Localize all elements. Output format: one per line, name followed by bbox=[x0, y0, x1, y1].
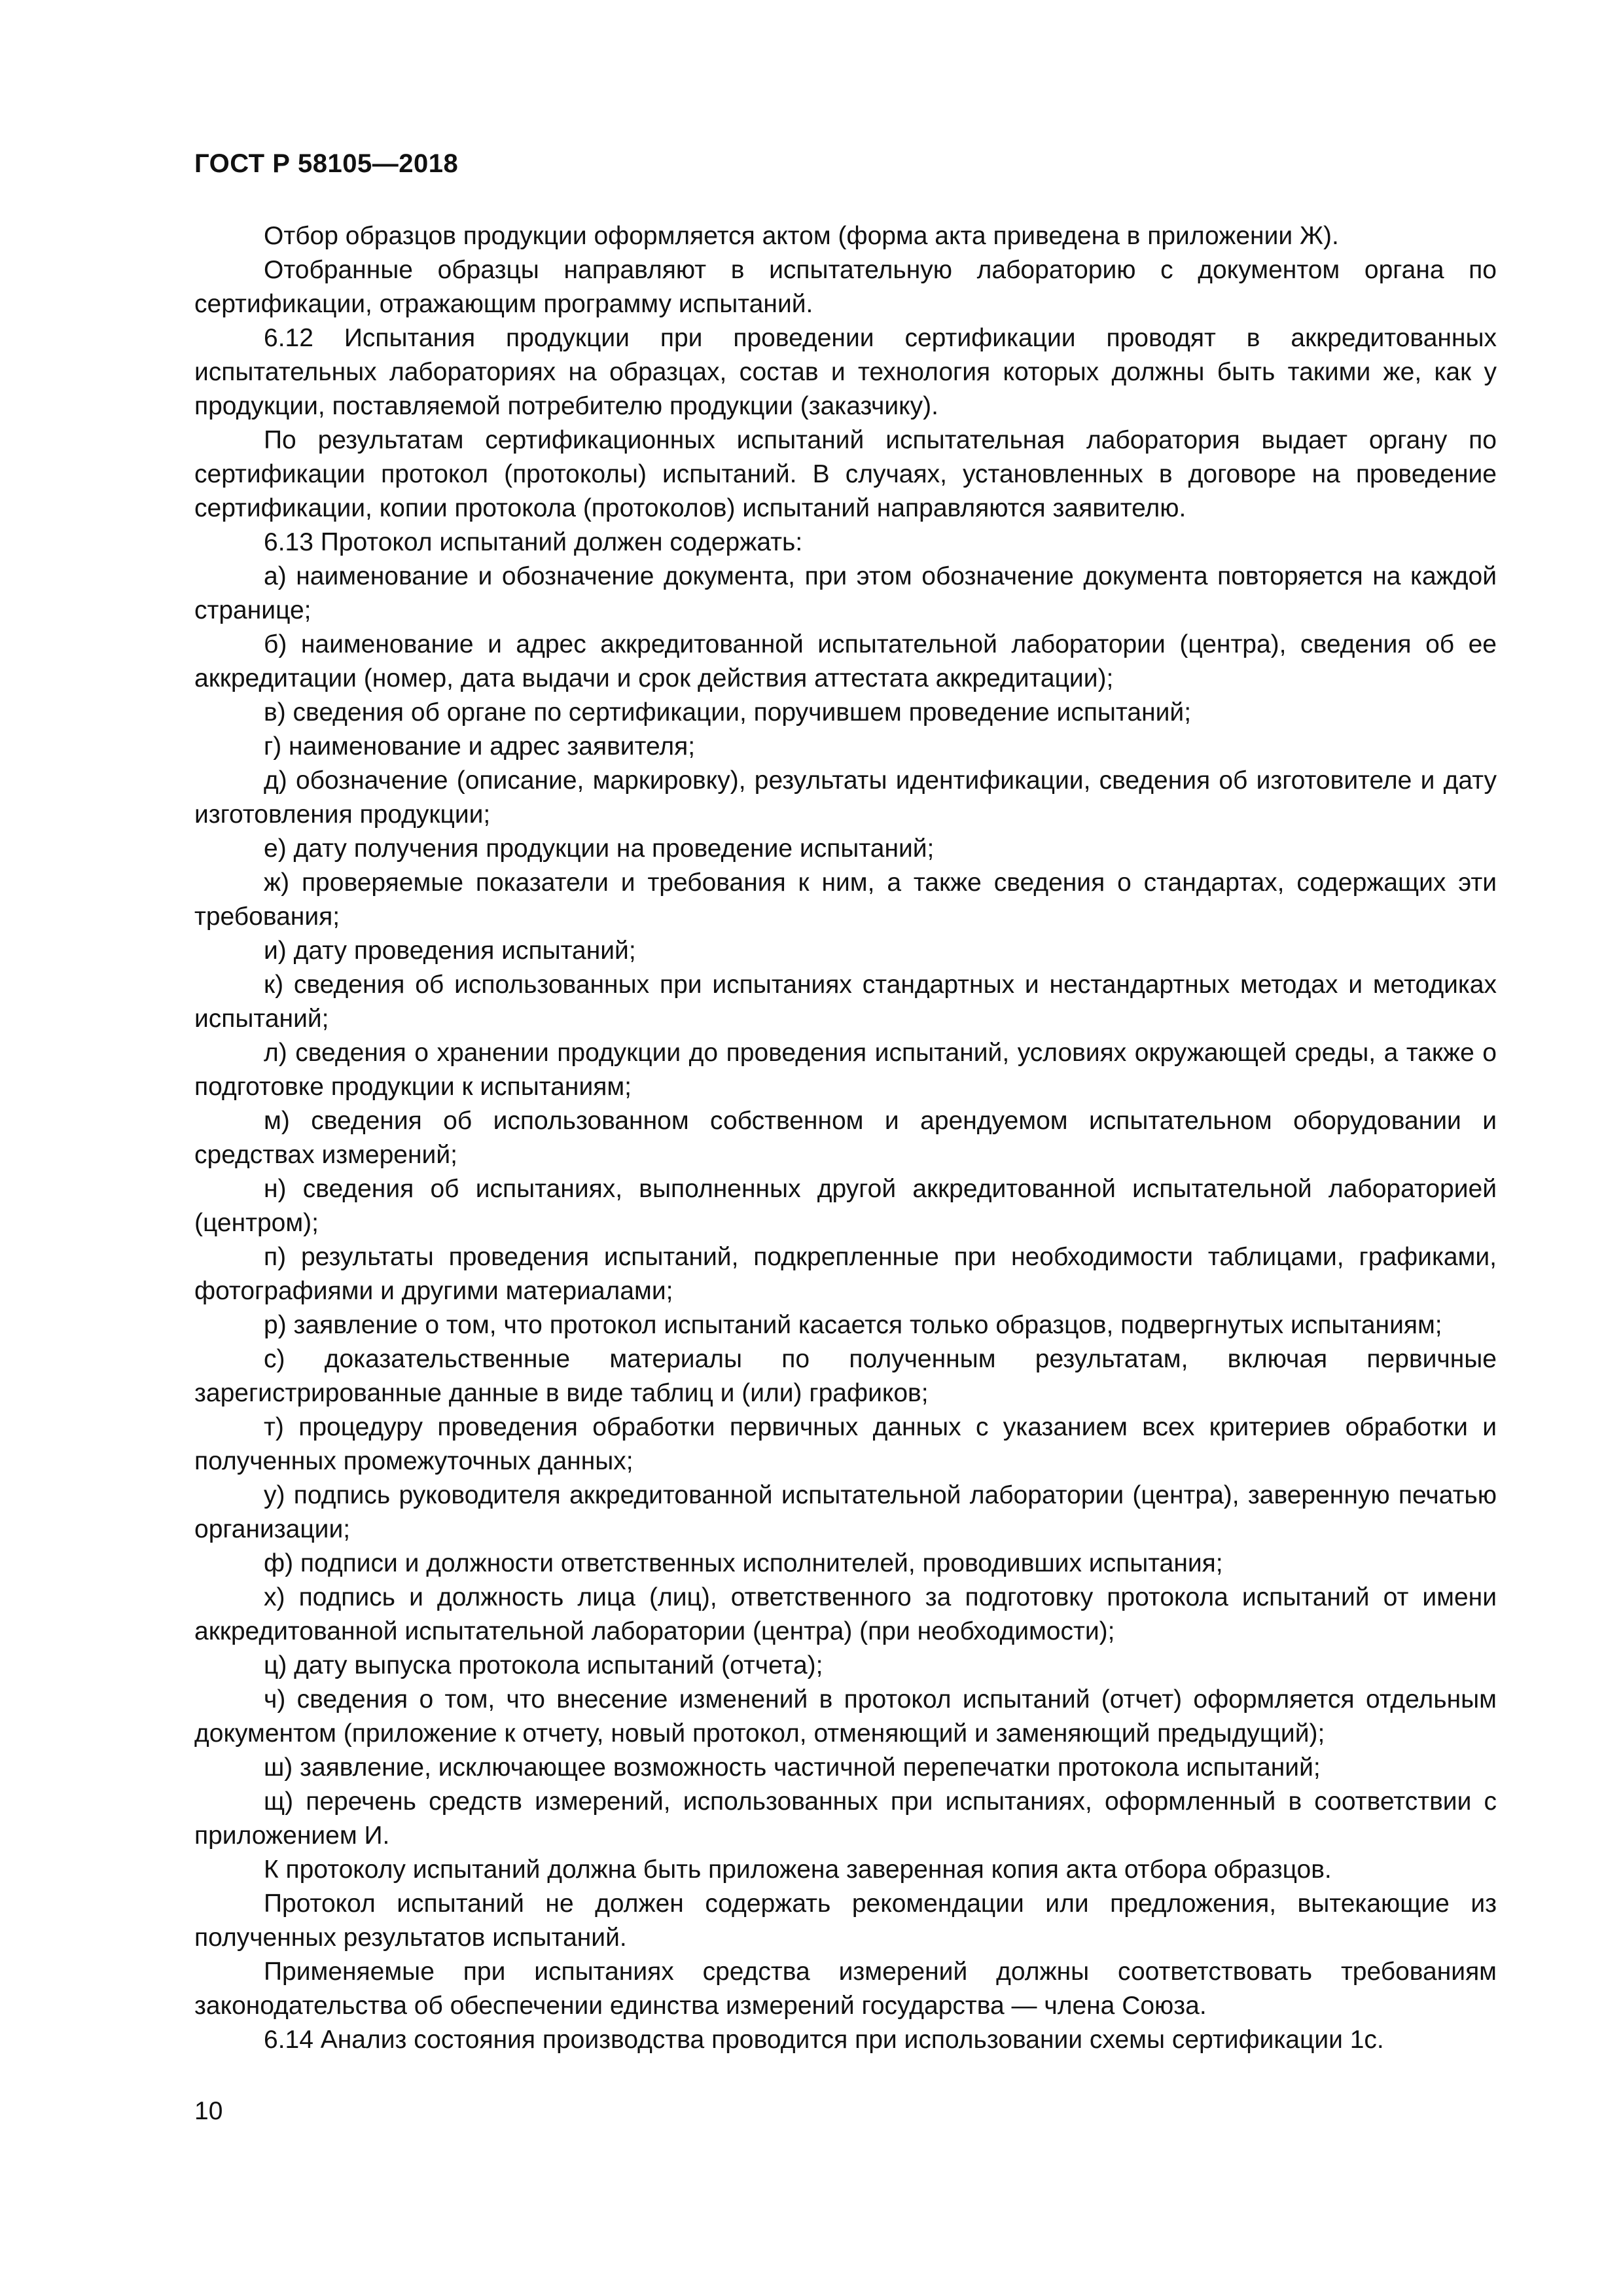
list-item-r: р) заявление о том, что протокол испытаний касается только образцов, подвергнутых испытаниям; bbox=[264, 1311, 1442, 1339]
list-item-zh: ж) проверяемые показатели и требования к ним, а также сведения о стандартах, содержащих эти требования; bbox=[194, 869, 1497, 931]
list-item-i: и) дату проведения испытаний; bbox=[264, 937, 636, 965]
paragraph-no-recommendations: Протокол испытаний не должен содержать рекомендации или предложения, вытекающие из полученных результатов испытаний. bbox=[194, 1890, 1497, 1952]
document-header: ГОСТ Р 58105—2018 bbox=[194, 149, 459, 178]
list-item-u: у) подпись руководителя аккредитованной испытательной лаборатории (центра), заверенную печатью организации; bbox=[194, 1481, 1497, 1543]
paragraph-6-13: 6.13 Протокол испытаний должен содержать: bbox=[264, 528, 803, 556]
list-item-e: е) дату получения продукции на проведение испытаний; bbox=[264, 834, 935, 863]
list-item-n: н) сведения об испытаниях, выполненных другой аккредитованной испытательной лабораторией (центром); bbox=[194, 1175, 1497, 1237]
list-item-ch: ч) сведения о том, что внесение изменений в протокол испытаний (отчет) оформляется отдельным документом (приложение к отчету, новый протокол, отменяющий и заменяющий предыдущий); bbox=[194, 1685, 1497, 1748]
list-item-b: б) наименование и адрес аккредитованной испытательной лаборатории (центра), сведения об ее аккредитации (номер, дата выдачи и срок действия аттестата аккредитации); bbox=[194, 630, 1497, 692]
list-item-a: а) наименование и обозначение документа, при этом обозначение документа повторяется на каждой странице; bbox=[194, 562, 1497, 624]
list-item-v: в) сведения об органе по сертификации, поручившем проведение испытаний; bbox=[264, 698, 1192, 726]
paragraph-6-14: 6.14 Анализ состояния производства проводится при использовании схемы сертификации 1с. bbox=[264, 2026, 1384, 2054]
paragraph-samples-sent: Отобранные образцы направляют в испытательную лабораторию с документом органа по сертификации, отражающим программу испытаний. bbox=[194, 256, 1497, 318]
paragraph-sample-act-copy: К протоколу испытаний должна быть приложена заверенная копия акта отбора образцов. bbox=[264, 1856, 1332, 1884]
document-body bbox=[194, 219, 1497, 2057]
paragraph-measurement-means: Применяемые при испытаниях средства измерений должны соответствовать требованиям законодательства об обеспечении единства измерений государства — члена Союза. bbox=[194, 1958, 1497, 2020]
list-item-sh: ш) заявление, исключающее возможность частичной перепечатки протокола испытаний; bbox=[264, 1753, 1321, 1782]
list-item-l: л) сведения о хранении продукции до проведения испытаний, условиях окружающей среды, а также о подготовке продукции к испытаниям; bbox=[194, 1039, 1497, 1101]
list-item-ts: ц) дату выпуска протокола испытаний (отчета); bbox=[264, 1651, 823, 1679]
list-item-s: с) доказательственные материалы по полученным результатам, включая первичные зарегистрированные данные в виде таблиц и (или) графиков; bbox=[194, 1345, 1497, 1407]
list-item-m: м) сведения об использованном собственном и арендуемом испытательном оборудовании и средствах измерений; bbox=[194, 1107, 1497, 1169]
list-item-p: п) результаты проведения испытаний, подкрепленные при необходимости таблицами, графиками, фотографиями и другими материалами; bbox=[194, 1243, 1497, 1305]
page-number: 10 bbox=[194, 2097, 223, 2125]
list-item-t: т) процедуру проведения обработки первичных данных с указанием всех критериев обработки и полученных промежуточных данных; bbox=[194, 1413, 1497, 1475]
list-item-shch: щ) перечень средств измерений, использованных при испытаниях, оформленный в соответствии с приложением И. bbox=[194, 1787, 1497, 1850]
list-item-d: д) обозначение (описание, маркировку), результаты идентификации, сведения об изготовителе и дату изготовления продукции; bbox=[194, 766, 1497, 829]
list-item-k: к) сведения об использованных при испытаниях стандартных и нестандартных методах и методиках испытаний; bbox=[194, 971, 1497, 1033]
list-item-f: ф) подписи и должности ответственных исполнителей, проводивших испытания; bbox=[264, 1549, 1223, 1577]
list-item-g: г) наименование и адрес заявителя; bbox=[264, 732, 696, 761]
paragraph-sample-act: Отбор образцов продукции оформляется актом (форма акта приведена в приложении Ж). bbox=[264, 222, 1339, 250]
paragraph-6-12: 6.12 Испытания продукции при проведении сертификации проводят в аккредитованных испытательных лабораториях на образцах, состав и технология которых должны быть такими же, как у продукции, поставляемой потребителю продукции (заказчику). bbox=[194, 324, 1497, 420]
list-item-kh: х) подпись и должность лица (лиц), ответственного за подготовку протокола испытаний от имени аккредитованной испытательной лаборатории (центра) (при необходимости); bbox=[194, 1583, 1497, 1645]
paragraph-test-results: По результатам сертификационных испытаний испытательная лаборатория выдает органу по сертификации протокол (протоколы) испытаний. В случаях, установленных в договоре на проведение сертификации, копии протокола (протоколов) испытаний направляются заявителю. bbox=[194, 426, 1497, 522]
